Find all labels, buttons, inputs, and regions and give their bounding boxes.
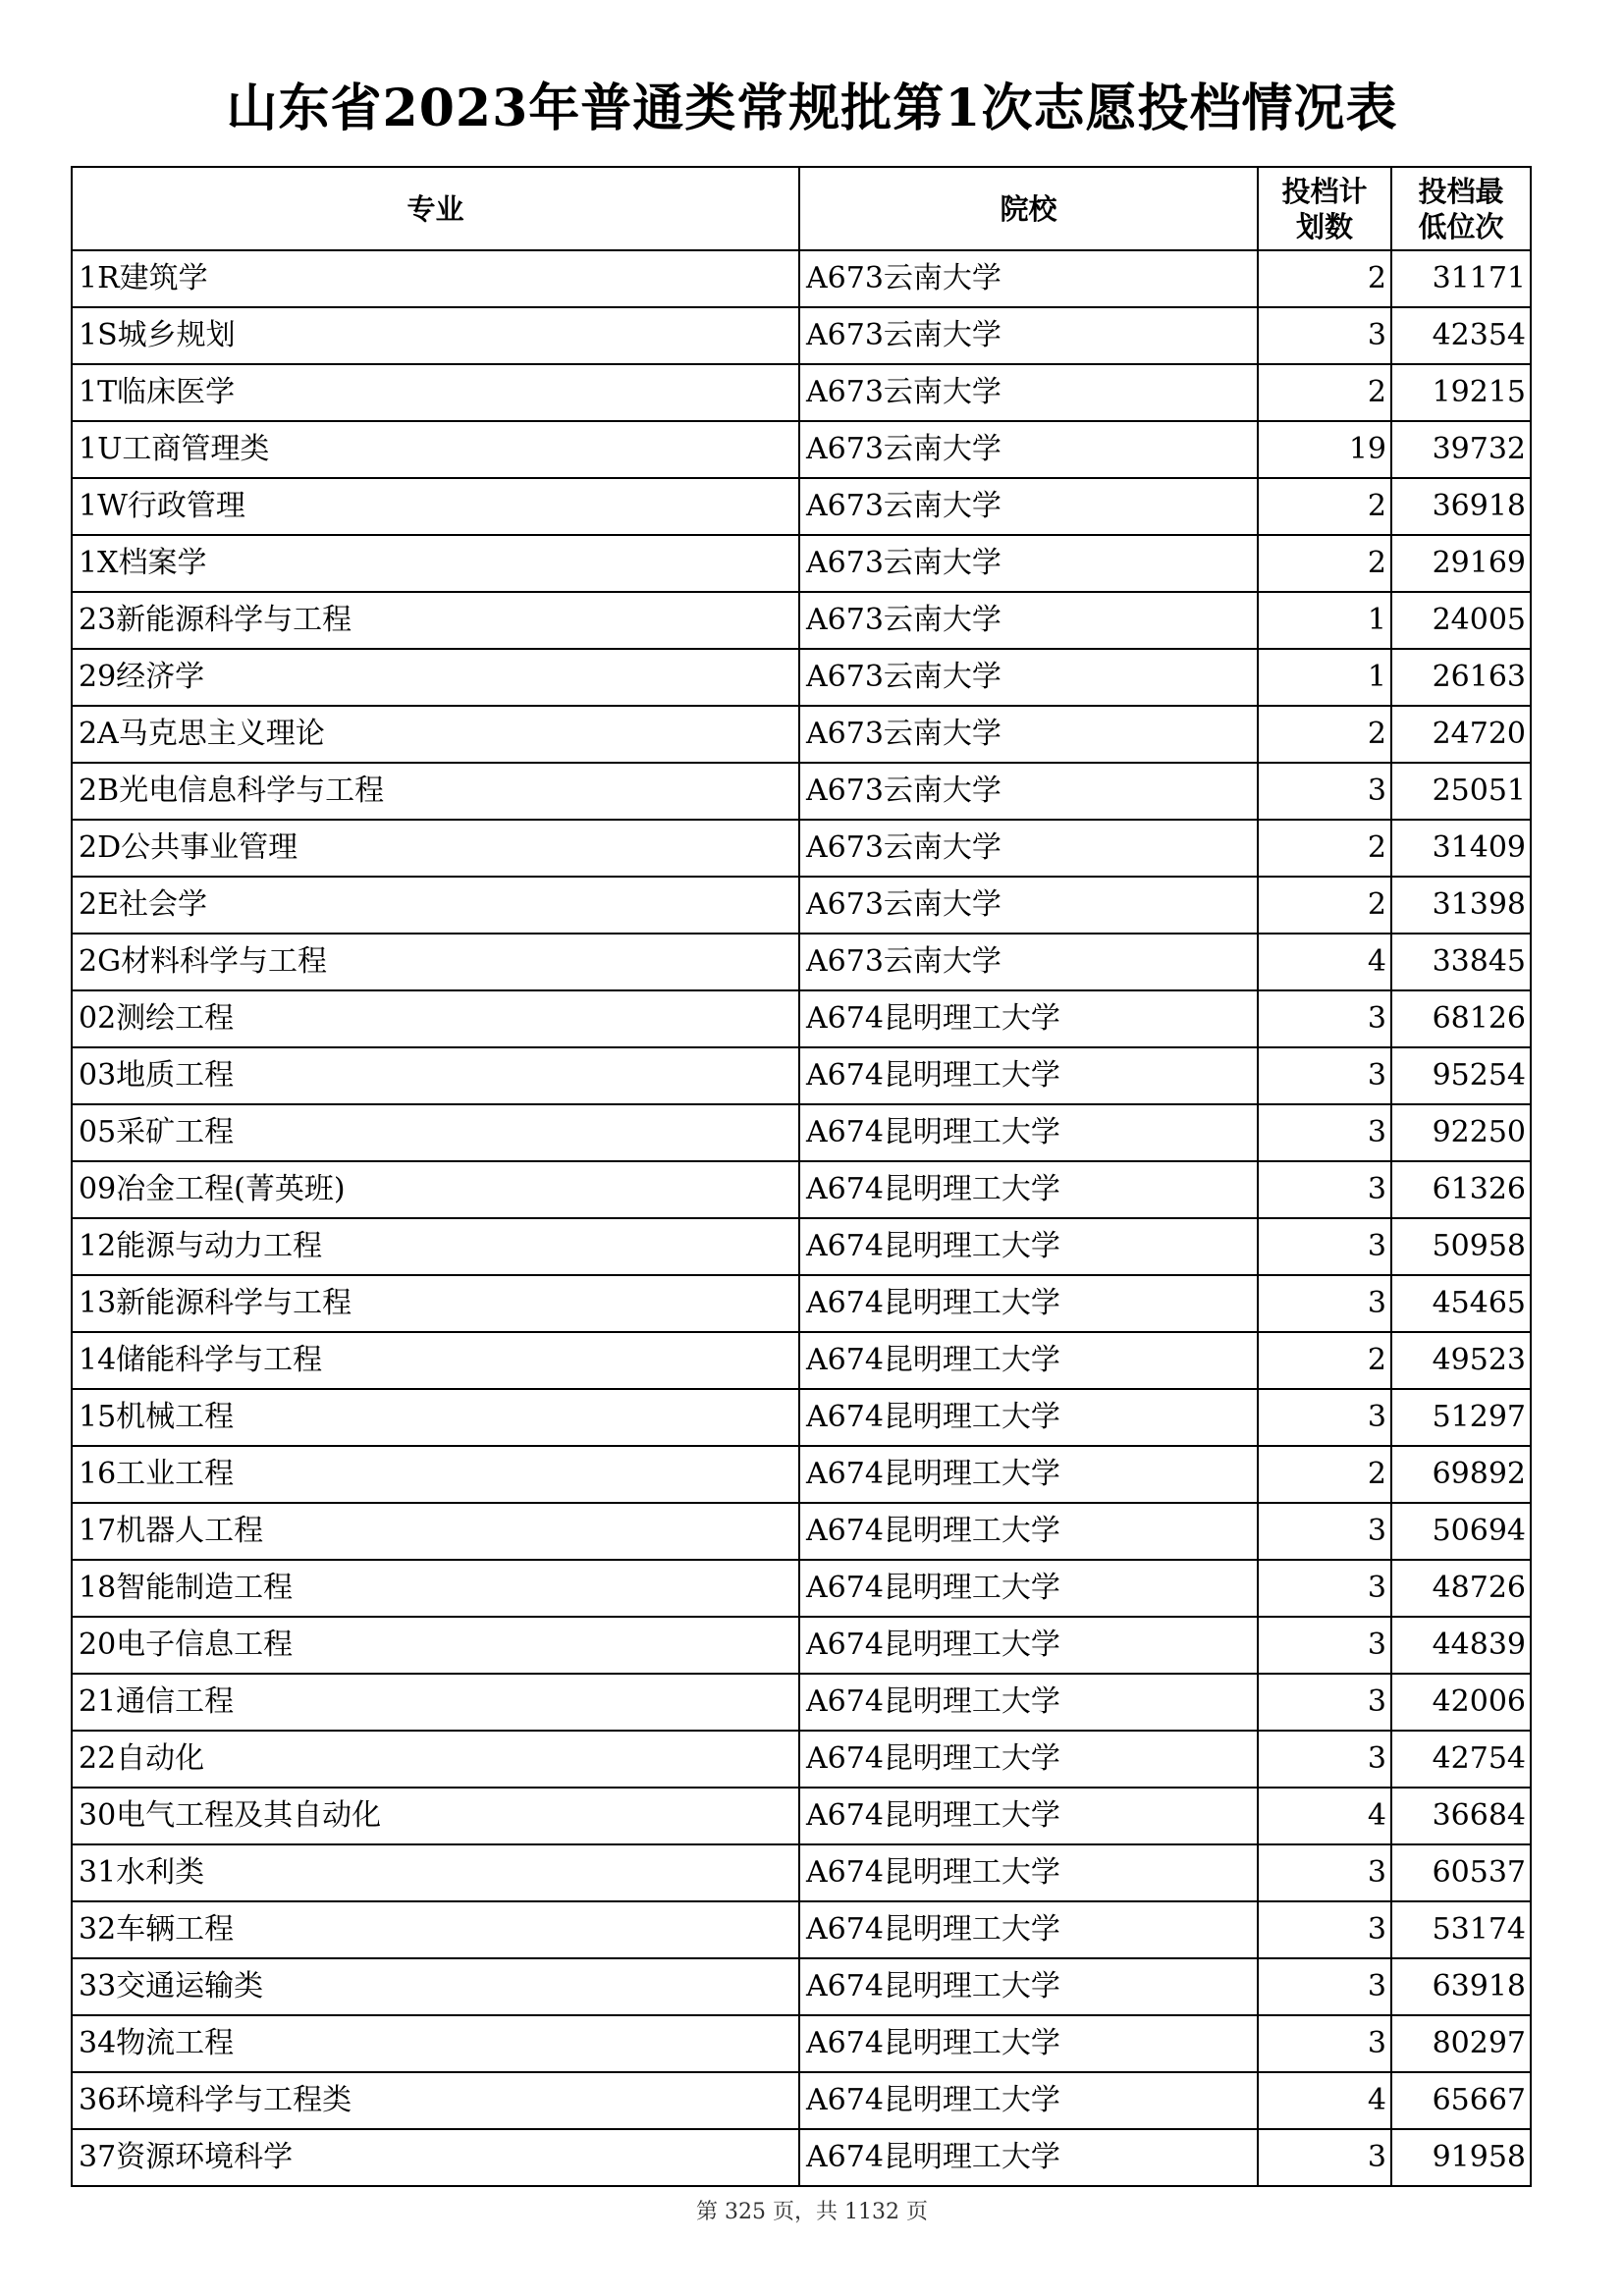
plan-count-cell: 3 bbox=[1258, 1844, 1391, 1901]
plan-count-cell: 3 bbox=[1258, 1503, 1391, 1560]
plan-count-cell: 4 bbox=[1258, 2072, 1391, 2129]
plan-count-cell: 4 bbox=[1258, 1788, 1391, 1844]
major-cell: 23新能源科学与工程 bbox=[72, 592, 799, 649]
min-rank-cell: 31398 bbox=[1391, 877, 1531, 934]
plan-count-cell: 1 bbox=[1258, 592, 1391, 649]
school-cell: A674昆明理工大学 bbox=[799, 1332, 1258, 1389]
min-rank-cell: 24005 bbox=[1391, 592, 1531, 649]
table-row bbox=[72, 877, 1531, 934]
plan-count-cell: 3 bbox=[1258, 1389, 1391, 1446]
plan-count-cell: 3 bbox=[1258, 763, 1391, 820]
major-cell: 12能源与动力工程 bbox=[72, 1218, 799, 1275]
plan-count-cell: 3 bbox=[1258, 1047, 1391, 1104]
header-school: 院校 bbox=[799, 167, 1258, 250]
school-cell: A673云南大学 bbox=[799, 934, 1258, 990]
min-rank-cell: 80297 bbox=[1391, 2015, 1531, 2072]
min-rank-cell: 31409 bbox=[1391, 820, 1531, 877]
min-rank-cell: 26163 bbox=[1391, 649, 1531, 706]
major-cell: 21通信工程 bbox=[72, 1674, 799, 1731]
min-rank-cell: 69892 bbox=[1391, 1446, 1531, 1503]
school-cell: A674昆明理工大学 bbox=[799, 1161, 1258, 1218]
major-cell: 14储能科学与工程 bbox=[72, 1332, 799, 1389]
table-row bbox=[72, 1674, 1531, 1731]
major-cell: 16工业工程 bbox=[72, 1446, 799, 1503]
school-cell: A673云南大学 bbox=[799, 307, 1258, 364]
min-rank-cell: 51297 bbox=[1391, 1389, 1531, 1446]
school-cell: A674昆明理工大学 bbox=[799, 1560, 1258, 1617]
school-cell: A673云南大学 bbox=[799, 478, 1258, 535]
major-cell: 2G材料科学与工程 bbox=[72, 934, 799, 990]
min-rank-cell: 60537 bbox=[1391, 1844, 1531, 1901]
plan-count-cell: 2 bbox=[1258, 1446, 1391, 1503]
table-row bbox=[72, 592, 1531, 649]
min-rank-cell: 65667 bbox=[1391, 2072, 1531, 2129]
plan-count-cell: 4 bbox=[1258, 934, 1391, 990]
school-cell: A673云南大学 bbox=[799, 364, 1258, 421]
header-major: 专业 bbox=[72, 167, 799, 250]
plan-count-cell: 2 bbox=[1258, 364, 1391, 421]
school-cell: A674昆明理工大学 bbox=[799, 1617, 1258, 1674]
major-cell: 32车辆工程 bbox=[72, 1901, 799, 1958]
table-row bbox=[72, 1446, 1531, 1503]
min-rank-cell: 25051 bbox=[1391, 763, 1531, 820]
table-row bbox=[72, 478, 1531, 535]
table-row bbox=[72, 250, 1531, 307]
major-cell: 34物流工程 bbox=[72, 2015, 799, 2072]
min-rank-cell: 44839 bbox=[1391, 1617, 1531, 1674]
major-cell: 05采矿工程 bbox=[72, 1104, 799, 1161]
major-cell: 1U工商管理类 bbox=[72, 421, 799, 478]
plan-count-cell: 3 bbox=[1258, 1674, 1391, 1731]
major-cell: 37资源环境科学 bbox=[72, 2129, 799, 2186]
school-cell: A674昆明理工大学 bbox=[799, 1674, 1258, 1731]
plan-count-cell: 2 bbox=[1258, 250, 1391, 307]
min-rank-cell: 48726 bbox=[1391, 1560, 1531, 1617]
table-row bbox=[72, 1218, 1531, 1275]
plan-count-cell: 2 bbox=[1258, 877, 1391, 934]
major-cell: 2E社会学 bbox=[72, 877, 799, 934]
school-cell: A674昆明理工大学 bbox=[799, 1446, 1258, 1503]
major-cell: 31水利类 bbox=[72, 1844, 799, 1901]
plan-count-cell: 2 bbox=[1258, 706, 1391, 763]
page-title: 山东省2023年普通类常规批第1次志愿投档情况表 bbox=[226, 79, 1398, 138]
school-cell: A674昆明理工大学 bbox=[799, 990, 1258, 1047]
table-row bbox=[72, 1275, 1531, 1332]
major-cell: 30电气工程及其自动化 bbox=[72, 1788, 799, 1844]
min-rank-cell: 24720 bbox=[1391, 706, 1531, 763]
table-row bbox=[72, 763, 1531, 820]
table-row bbox=[72, 364, 1531, 421]
plan-count-cell: 19 bbox=[1258, 421, 1391, 478]
min-rank-cell: 39732 bbox=[1391, 421, 1531, 478]
table-row bbox=[72, 1332, 1531, 1389]
plan-count-cell: 2 bbox=[1258, 535, 1391, 592]
table-row bbox=[72, 1617, 1531, 1674]
plan-count-cell: 3 bbox=[1258, 1731, 1391, 1788]
min-rank-cell: 36684 bbox=[1391, 1788, 1531, 1844]
school-cell: A674昆明理工大学 bbox=[799, 1275, 1258, 1332]
min-rank-cell: 63918 bbox=[1391, 1958, 1531, 2015]
min-rank-cell: 95254 bbox=[1391, 1047, 1531, 1104]
plan-count-cell: 3 bbox=[1258, 1617, 1391, 1674]
table-row bbox=[72, 820, 1531, 877]
school-cell: A673云南大学 bbox=[799, 820, 1258, 877]
major-cell: 1T临床医学 bbox=[72, 364, 799, 421]
school-cell: A673云南大学 bbox=[799, 592, 1258, 649]
school-cell: A673云南大学 bbox=[799, 877, 1258, 934]
table-row bbox=[72, 990, 1531, 1047]
plan-count-cell: 3 bbox=[1258, 1218, 1391, 1275]
major-cell: 09冶金工程(菁英班) bbox=[72, 1161, 799, 1218]
major-cell: 1S城乡规划 bbox=[72, 307, 799, 364]
table-row bbox=[72, 1389, 1531, 1446]
table-row bbox=[72, 1958, 1531, 2015]
school-cell: A673云南大学 bbox=[799, 763, 1258, 820]
plan-count-cell: 3 bbox=[1258, 1901, 1391, 1958]
min-rank-cell: 91958 bbox=[1391, 2129, 1531, 2186]
table-row bbox=[72, 2015, 1531, 2072]
plan-count-cell: 2 bbox=[1258, 820, 1391, 877]
school-cell: A673云南大学 bbox=[799, 421, 1258, 478]
plan-count-cell: 3 bbox=[1258, 990, 1391, 1047]
table-row bbox=[72, 535, 1531, 592]
min-rank-cell: 29169 bbox=[1391, 535, 1531, 592]
plan-count-cell: 3 bbox=[1258, 1275, 1391, 1332]
major-cell: 33交通运输类 bbox=[72, 1958, 799, 2015]
min-rank-cell: 92250 bbox=[1391, 1104, 1531, 1161]
table-body bbox=[72, 250, 1531, 2186]
major-cell: 29经济学 bbox=[72, 649, 799, 706]
table-row bbox=[72, 706, 1531, 763]
plan-count-cell: 3 bbox=[1258, 2015, 1391, 2072]
min-rank-cell: 42006 bbox=[1391, 1674, 1531, 1731]
school-cell: A674昆明理工大学 bbox=[799, 1503, 1258, 1560]
table-row bbox=[72, 1901, 1531, 1958]
admission-table bbox=[71, 166, 1532, 2187]
major-cell: 1R建筑学 bbox=[72, 250, 799, 307]
plan-count-cell: 1 bbox=[1258, 649, 1391, 706]
table-row bbox=[72, 1731, 1531, 1788]
table-row bbox=[72, 421, 1531, 478]
table-row bbox=[72, 1503, 1531, 1560]
min-rank-cell: 33845 bbox=[1391, 934, 1531, 990]
table-row bbox=[72, 2129, 1531, 2186]
table-row bbox=[72, 1161, 1531, 1218]
table-row bbox=[72, 1844, 1531, 1901]
school-cell: A674昆明理工大学 bbox=[799, 2072, 1258, 2129]
min-rank-cell: 42354 bbox=[1391, 307, 1531, 364]
major-cell: 22自动化 bbox=[72, 1731, 799, 1788]
min-rank-cell: 68126 bbox=[1391, 990, 1531, 1047]
table-row bbox=[72, 649, 1531, 706]
min-rank-cell: 36918 bbox=[1391, 478, 1531, 535]
min-rank-cell: 19215 bbox=[1391, 364, 1531, 421]
header-rank: 投档最低位次 bbox=[1391, 167, 1531, 250]
school-cell: A674昆明理工大学 bbox=[799, 1958, 1258, 2015]
table-row bbox=[72, 307, 1531, 364]
table-row bbox=[72, 2072, 1531, 2129]
school-cell: A674昆明理工大学 bbox=[799, 1389, 1258, 1446]
min-rank-cell: 53174 bbox=[1391, 1901, 1531, 1958]
table-row bbox=[72, 1104, 1531, 1161]
school-cell: A674昆明理工大学 bbox=[799, 1104, 1258, 1161]
min-rank-cell: 42754 bbox=[1391, 1731, 1531, 1788]
plan-count-cell: 3 bbox=[1258, 1958, 1391, 2015]
major-cell: 02测绘工程 bbox=[72, 990, 799, 1047]
header-plan: 投档计划数 bbox=[1258, 167, 1391, 250]
major-cell: 15机械工程 bbox=[72, 1389, 799, 1446]
plan-count-cell: 3 bbox=[1258, 2129, 1391, 2186]
school-cell: A674昆明理工大学 bbox=[799, 1788, 1258, 1844]
min-rank-cell: 31171 bbox=[1391, 250, 1531, 307]
school-cell: A674昆明理工大学 bbox=[799, 1218, 1258, 1275]
min-rank-cell: 45465 bbox=[1391, 1275, 1531, 1332]
school-cell: A674昆明理工大学 bbox=[799, 1731, 1258, 1788]
min-rank-cell: 61326 bbox=[1391, 1161, 1531, 1218]
major-cell: 2B光电信息科学与工程 bbox=[72, 763, 799, 820]
school-cell: A674昆明理工大学 bbox=[799, 2015, 1258, 2072]
plan-count-cell: 2 bbox=[1258, 478, 1391, 535]
table-row bbox=[72, 1560, 1531, 1617]
table-row bbox=[72, 1788, 1531, 1844]
school-cell: A674昆明理工大学 bbox=[799, 1047, 1258, 1104]
plan-count-cell: 3 bbox=[1258, 1161, 1391, 1218]
table-header-row bbox=[72, 167, 1531, 250]
major-cell: 18智能制造工程 bbox=[72, 1560, 799, 1617]
school-cell: A673云南大学 bbox=[799, 649, 1258, 706]
major-cell: 17机器人工程 bbox=[72, 1503, 799, 1560]
major-cell: 20电子信息工程 bbox=[72, 1617, 799, 1674]
plan-count-cell: 3 bbox=[1258, 307, 1391, 364]
table-row bbox=[72, 1047, 1531, 1104]
major-cell: 13新能源科学与工程 bbox=[72, 1275, 799, 1332]
major-cell: 1W行政管理 bbox=[72, 478, 799, 535]
school-cell: A673云南大学 bbox=[799, 250, 1258, 307]
plan-count-cell: 2 bbox=[1258, 1332, 1391, 1389]
min-rank-cell: 50958 bbox=[1391, 1218, 1531, 1275]
min-rank-cell: 50694 bbox=[1391, 1503, 1531, 1560]
major-cell: 1X档案学 bbox=[72, 535, 799, 592]
school-cell: A673云南大学 bbox=[799, 535, 1258, 592]
major-cell: 36环境科学与工程类 bbox=[72, 2072, 799, 2129]
table-row bbox=[72, 934, 1531, 990]
plan-count-cell: 3 bbox=[1258, 1104, 1391, 1161]
major-cell: 2D公共事业管理 bbox=[72, 820, 799, 877]
major-cell: 03地质工程 bbox=[72, 1047, 799, 1104]
min-rank-cell: 49523 bbox=[1391, 1332, 1531, 1389]
plan-count-cell: 3 bbox=[1258, 1560, 1391, 1617]
major-cell: 2A马克思主义理论 bbox=[72, 706, 799, 763]
page-footer: 第 325 页，共 1132 页 bbox=[696, 2200, 928, 2224]
school-cell: A674昆明理工大学 bbox=[799, 2129, 1258, 2186]
school-cell: A673云南大学 bbox=[799, 706, 1258, 763]
school-cell: A674昆明理工大学 bbox=[799, 1901, 1258, 1958]
school-cell: A674昆明理工大学 bbox=[799, 1844, 1258, 1901]
